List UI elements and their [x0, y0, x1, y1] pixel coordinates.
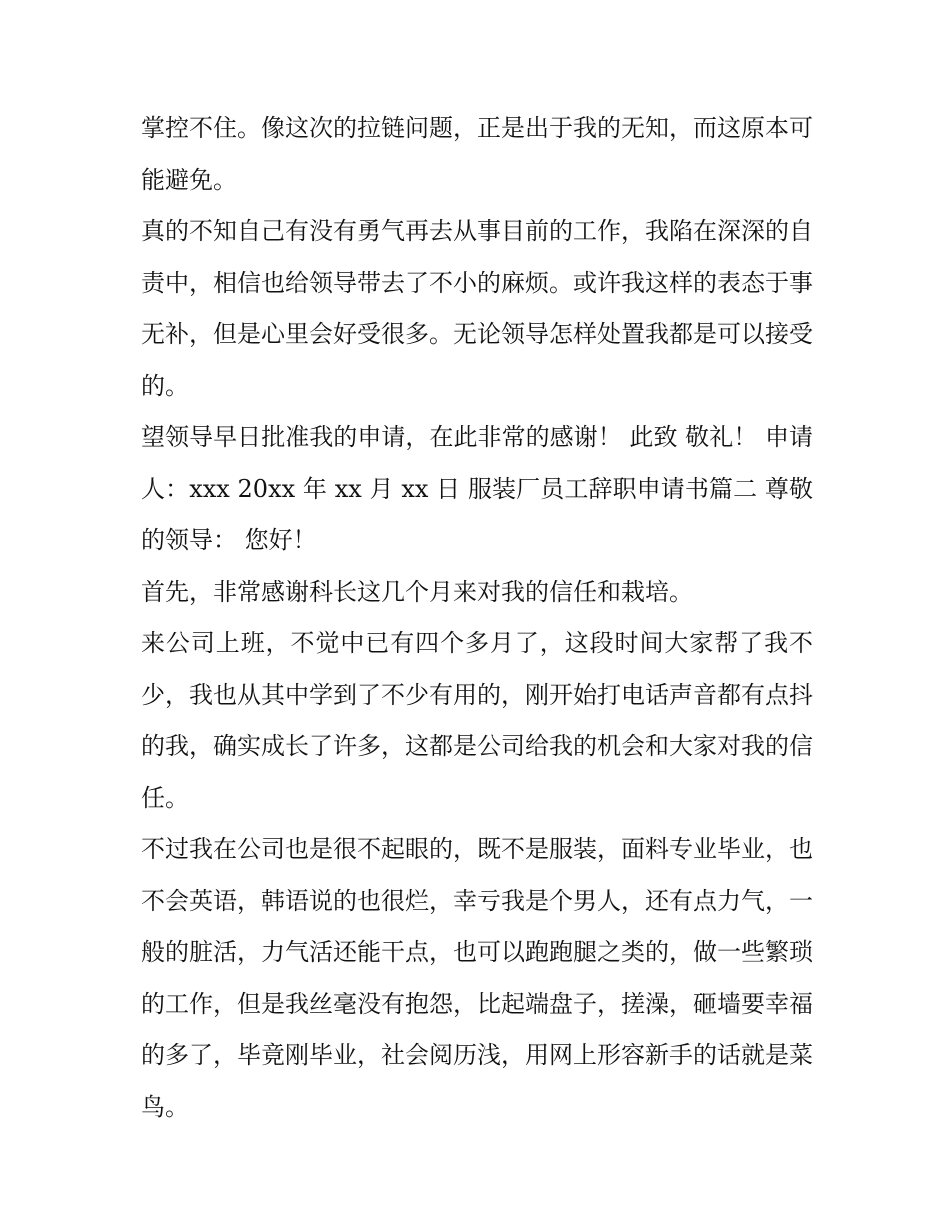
- paragraph-5: 来公司上班，不觉中已有四个多月了，这段时间大家帮了我不少，我也从其中学到了不少有用的，刚开始打电话声音都有点抖的我，确实成长了许多，这都是公司给我的机会和大家对我的信任。: [141, 629, 813, 812]
- paragraph-3: 望领导早日批准我的申请，在此非常的感谢！ 此致 敬礼！ 申请人：xxx 20xx 年 xx 月 xx 日 服装厂员工辞职申请书篇二 尊敬的领导： 您好！: [141, 423, 813, 554]
- paragraph-2: 真的不知自己有没有勇气再去从事目前的工作，我陷在深深的自责中，相信也给领导带去了不小的麻烦。或许我这样的表态于事无补，但是心里会好受很多。无论领导怎样处置我都是可以接受的。: [141, 217, 813, 400]
- paragraph-6: 不过我在公司也是很不起眼的，既不是服装，面料专业毕业，也不会英语，韩语说的也很烂，幸亏我是个男人，还有点力气，一般的脏活，力气活还能干点，也可以跑跑腿之类的，做一些繁琐的工作，但是我丝毫没有抱怨，比起端盘子，搓澡，砸墙要幸福的多了，毕竟刚毕业，社会阅历浅，用网上形容新手的话就是菜鸟。: [141, 835, 813, 1121]
- paragraph-4: 首先，非常感谢科长这几个月来对我的信任和栽培。: [141, 577, 693, 606]
- paragraph-1: 掌控不住。像这次的拉链问题，正是出于我的无知，而这原本可能避免。: [141, 114, 813, 194]
- document-body: [141, 103, 813, 1133]
